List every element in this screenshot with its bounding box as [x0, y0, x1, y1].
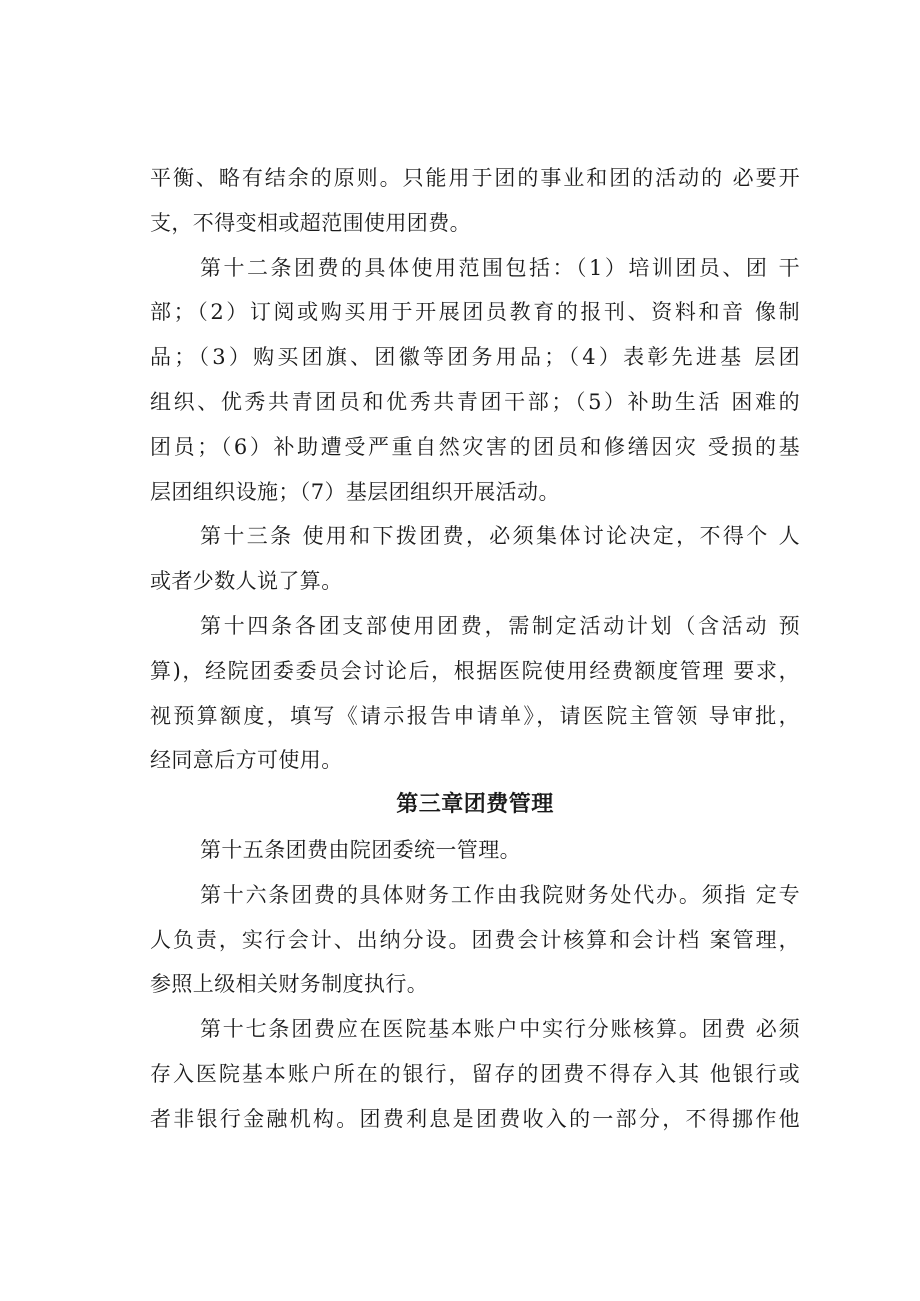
text-line: 平衡、略有结余的原则。只能用于团的事业和团的活动的 必要开 — [150, 166, 800, 190]
text-line: 算)，经院团委委员会讨论后，根据医院使用经费额度管理 要求， — [150, 658, 800, 683]
text-line: 层团组织设施；（7）基层团组织开展活动。 — [150, 479, 560, 504]
text-line: 者非银行金融机构。团费利息是团费收入的一部分，不得挪作他 — [150, 1106, 800, 1131]
text-line: 视预算额度，填写《请示报告申请单》，请医院主管领 导审批， — [150, 703, 800, 728]
text-line: 支，不得变相或超范围使用团费。 — [150, 210, 471, 235]
text-line: 第十七条团费应在医院基本账户中实行分账核算。团费 必须 — [200, 1017, 800, 1042]
text-line: 第十二条团费的具体使用范围包括：（1）培训团员、团 干 — [200, 255, 800, 280]
text-line: 参照上级相关财务制度执行。 — [150, 972, 429, 997]
text-line: 人负责，实行会计、出纳分设。团费会计核算和会计档 案管理， — [150, 927, 800, 952]
text-line: 第十四条各团支部使用团费，需制定活动计划（含活动 预 — [200, 613, 800, 638]
text-line: 经同意后方可使用。 — [150, 748, 343, 773]
text-line: 第十三条 使用和下拨团费，必须集体讨论决定，不得个 人 — [200, 524, 800, 549]
text-line: 或者少数人说了算。 — [150, 569, 343, 594]
document-page — [150, 156, 800, 1142]
text-line: 第十五条团费由院团委统一管理。 — [200, 837, 521, 862]
text-line: 组织、优秀共青团员和优秀共青团干部；（5）补助生活 困难的 — [150, 389, 800, 414]
text-line: 第十六条团费的具体财务工作由我院财务处代办。须指 定专 — [200, 882, 800, 907]
text-line: 部；（2）订阅或购买用于开展团员教育的报刊、资料和音 像制 — [150, 300, 800, 325]
chapter-heading: 第三章团费管理 — [396, 792, 554, 818]
text-line: 团员；（6）补助遭受严重自然灾害的团员和修缮因灾 受损的基 — [150, 434, 800, 459]
text-line: 存入医院基本账户所在的银行，留存的团费不得存入其 他银行或 — [150, 1061, 800, 1086]
text-line: 品；（3）购买团旗、团徽等团务用品；（4）表彰先进基 层团 — [150, 345, 800, 370]
